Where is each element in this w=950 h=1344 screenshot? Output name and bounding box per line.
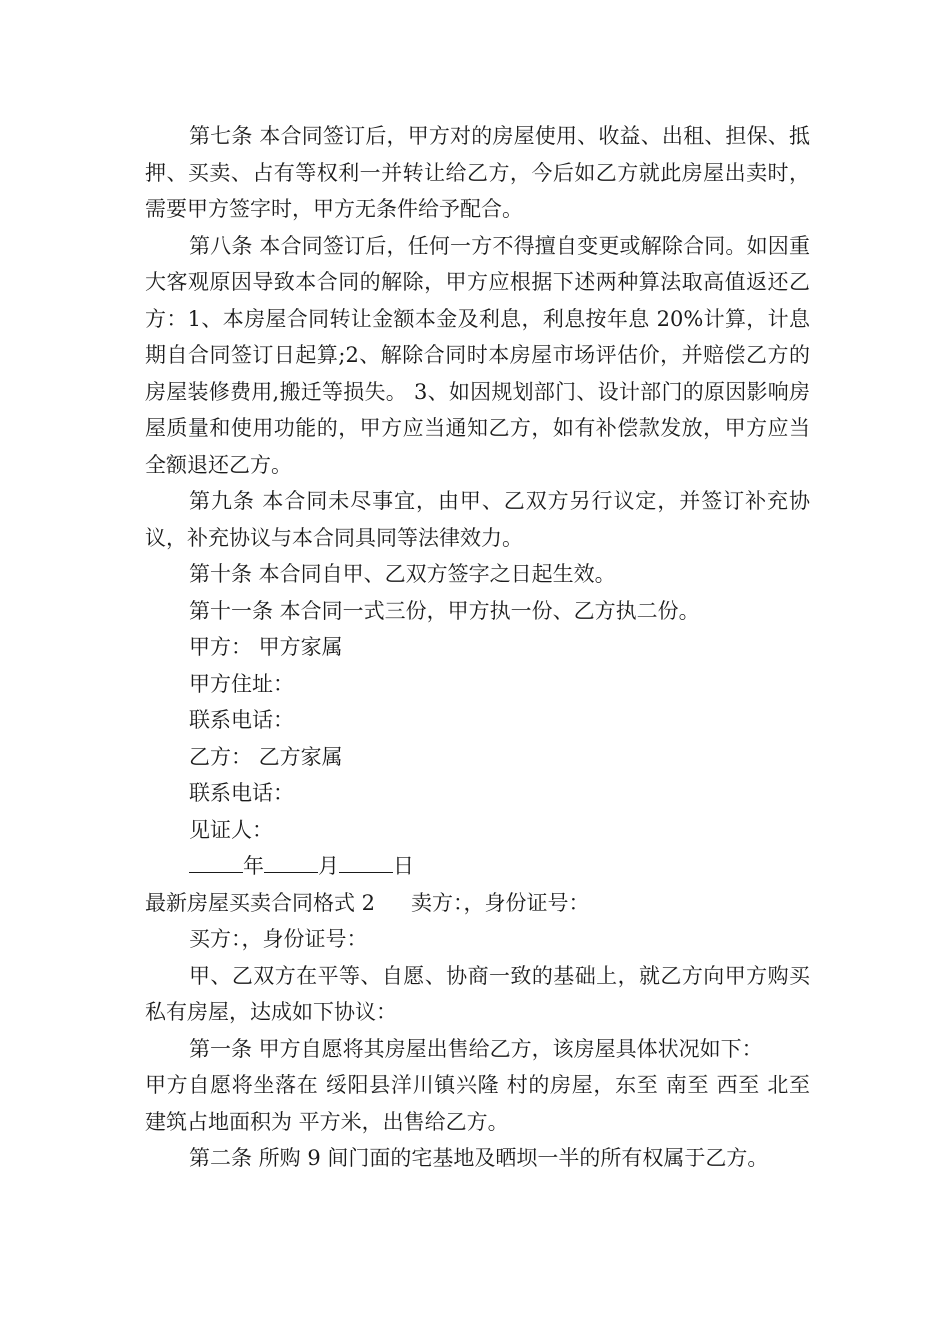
- contract2-intro: 甲、乙双方在平等、自愿、协商一致的基础上，就乙方向甲方购买私有房屋，达成如下协议：: [145, 963, 810, 1024]
- party-b-line: 乙方： 乙方家属: [189, 744, 343, 769]
- seller-line: 卖方：，身份证号：: [411, 890, 590, 915]
- witness-line: 见证人：: [189, 817, 273, 842]
- contract2-article-1-head: 第一条 甲方自愿将其房屋出售给乙方，该房屋具体状况如下：: [189, 1036, 763, 1061]
- date-line: [145, 848, 810, 885]
- date-month-label: 月: [318, 854, 339, 878]
- contract2-article-2: 第二条 所购 9 间门面的宅基地及晒坝一半的所有权属于乙方。: [189, 1146, 769, 1170]
- phone-line-1: 联系电话：: [189, 708, 294, 732]
- article-8: 第八条 本合同签订后，任何一方不得擅自变更或解除合同。如因重大客观原因导致本合同的解除，甲方应根据下述两种算法取高值返还乙方：1、本房屋合同转让金额本金及利息，利息按年息 20%计算，计息期自合同签订日起算;2、解除合同时本房屋市场评估价，并赔偿乙方的房屋装修费用,搬迁等损失。 3、如因规划部门、设计部门的原因影响房屋质量和使用功能的，甲方应当通知乙方，如有补偿款发放，甲方应当全额退还乙方。: [145, 233, 810, 477]
- contract2-heading-line: [145, 885, 810, 922]
- article-10: 第十条 本合同自甲、乙双方签字之日起生效。: [189, 562, 616, 586]
- party-a-address-line: 甲方住址：: [189, 671, 294, 696]
- date-year-label: 年: [243, 854, 264, 878]
- date-blank-year: [189, 850, 243, 873]
- contract2-title: 最新房屋买卖合同格式 2: [145, 890, 376, 915]
- article-7: 第七条 本合同签订后，甲方对的房屋使用、收益、出租、担保、抵押、买卖、占有等权利一并转让给乙方，今后如乙方就此房屋出卖时，需要甲方签字时，甲方无条件给予配合。: [145, 124, 810, 221]
- date-blank-day: [339, 850, 393, 873]
- document-page: [145, 118, 810, 1177]
- date-day-label: 日: [393, 854, 414, 878]
- buyer-line: 买方：，身份证号：: [189, 927, 368, 951]
- contract2-article-1-body: 甲方自愿将坐落在 绥阳县洋川镇兴隆 村的房屋，东至 南至 西至 北至 建筑占地面积为 平方米，出售给乙方。: [145, 1073, 810, 1134]
- party-a-line: 甲方： 甲方家属: [189, 635, 343, 659]
- article-9: 第九条 本合同未尽事宜，由甲、乙双方另行议定，并签订补充协议，补充协议与本合同具同等法律效力。: [145, 489, 810, 550]
- article-11: 第十一条 本合同一式三份，甲方执一份、乙方执二份。: [189, 598, 700, 623]
- date-blank-month: [264, 850, 318, 873]
- phone-line-2: 联系电话：: [189, 781, 294, 805]
